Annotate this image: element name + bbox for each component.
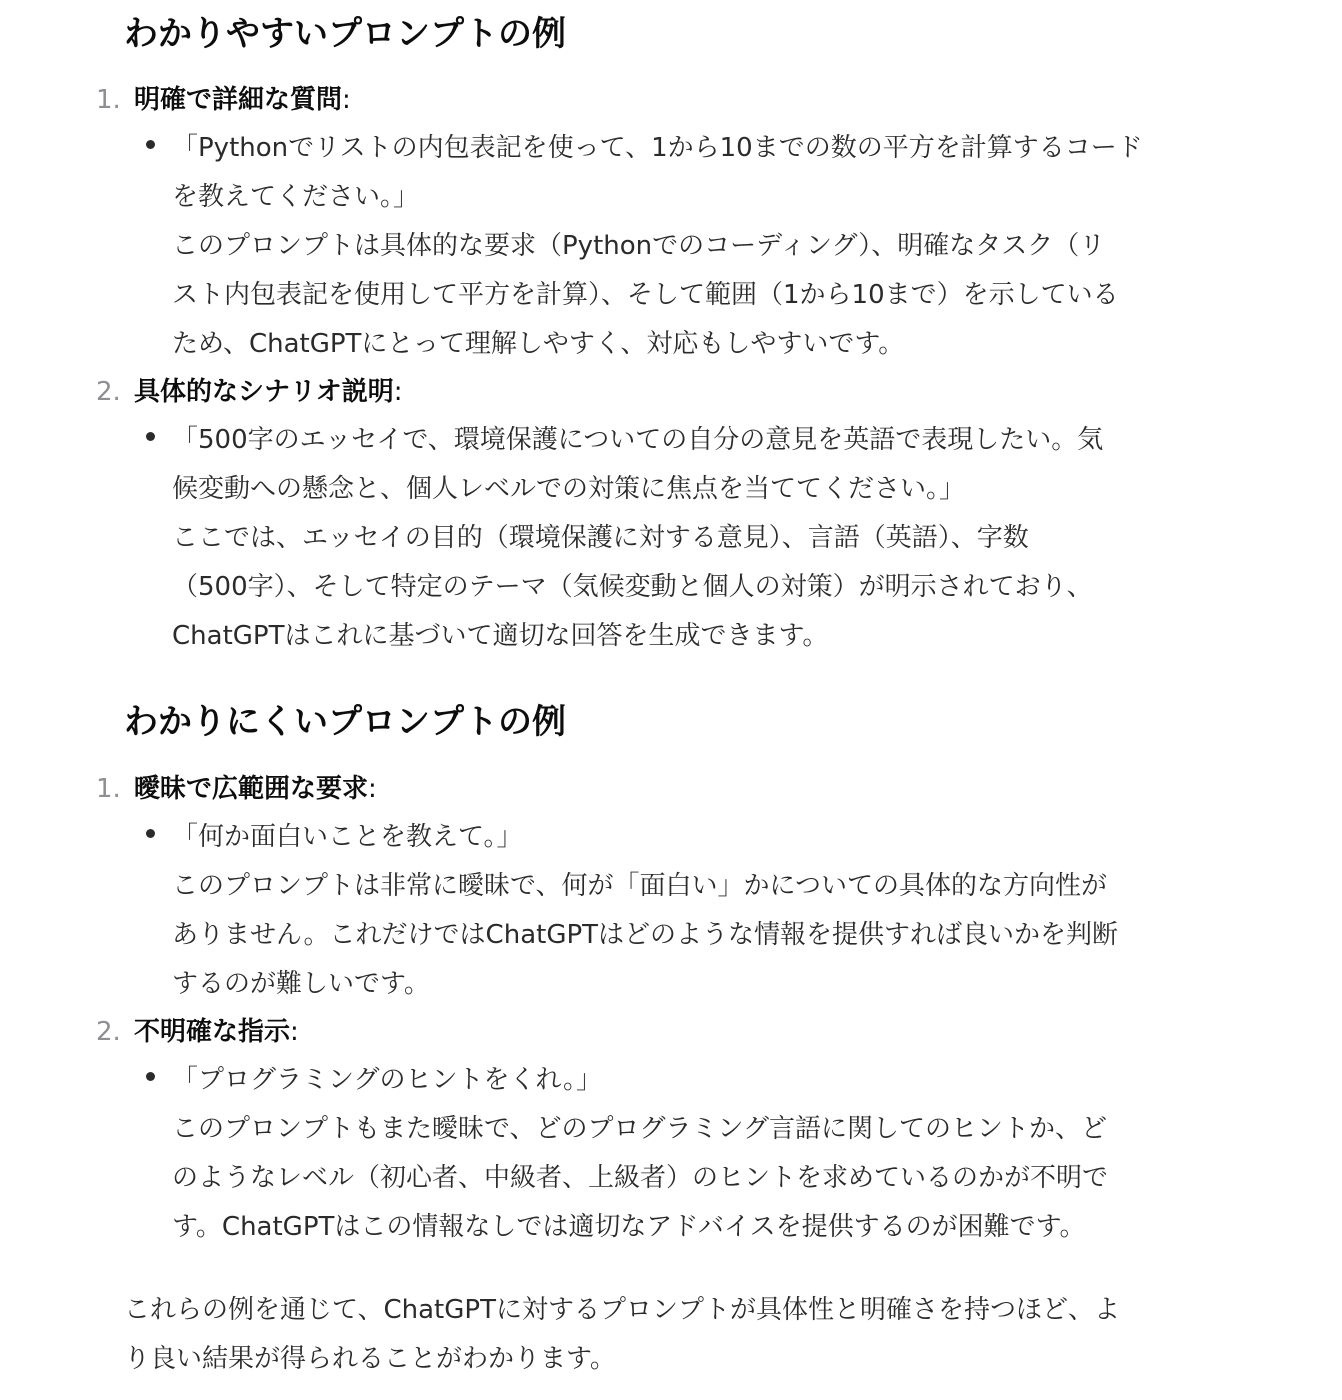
list-item-title-text: 明確で詳細な質問	[134, 85, 343, 115]
list-item-title-text: 不明確な指示	[134, 1017, 291, 1047]
list-number: 2.	[96, 1017, 121, 1047]
example-text	[172, 813, 1192, 1009]
example-text	[172, 416, 1192, 661]
bullet-dot	[146, 1072, 155, 1081]
explanation-line: （500字）、そして特定のテーマ（気候変動と個人の対策）が明示されており、	[172, 572, 1093, 602]
bullet-dot	[146, 432, 155, 441]
explanation-line: す。ChatGPTはこの情報なしでは適切なアドバイスを提供するのが困難です。	[172, 1212, 1086, 1242]
explanation-line: このプロンプトは具体的な要求（Pythonでのコーディング）、明確なタスク（リ	[172, 231, 1106, 261]
list-item-title-colon: :	[393, 377, 403, 407]
list-item-title	[134, 374, 403, 410]
quote-line: 「Pythonでリストの内包表記を使って、1から10までの数の平方を計算するコード	[172, 133, 1143, 163]
conclusion-paragraph	[124, 1286, 1204, 1384]
quote-line: 候変動への懸念と、個人レベルでの対策に焦点を当ててください。」	[172, 474, 966, 504]
example-text	[172, 1056, 1192, 1252]
explanation-line: スト内包表記を使用して平方を計算）、そして範囲（1から10まで）を示している	[172, 280, 1119, 310]
explanation-line: ため、ChatGPTにとって理解しやすく、対応もしやすいです。	[172, 329, 905, 359]
conclusion-line: これらの例を通じて、ChatGPTに対するプロンプトが具体性と明確さを持つほど、よ	[124, 1295, 1120, 1325]
list-item-title-text: 曖昧で広範囲な要求	[134, 774, 369, 804]
section-heading-unclear-examples: わかりにくいプロンプトの例	[124, 702, 566, 742]
list-item-title	[134, 1014, 299, 1050]
explanation-line: このプロンプトは非常に曖昧で、何が「面白い」かについての具体的な方向性が	[172, 871, 1107, 901]
list-number: 1.	[96, 774, 121, 804]
list-number: 1.	[96, 85, 121, 115]
quote-line: 「500字のエッセイで、環境保護についての自分の意見を英語で表現したい。気	[172, 425, 1104, 455]
explanation-line: ChatGPTはこれに基づいて適切な回答を生成できます。	[172, 621, 829, 651]
explanation-line: するのが難しいです。	[172, 969, 430, 999]
list-item-title-colon: :	[368, 774, 377, 804]
list-item-title-colon: :	[290, 1017, 299, 1047]
section-heading-clear-examples: わかりやすいプロンプトの例	[124, 14, 566, 54]
quote-line: を教えてください。」	[172, 182, 420, 212]
conclusion-line: り良い結果が得られることがわかります。	[124, 1344, 616, 1374]
list-number: 2.	[96, 377, 121, 407]
explanation-line: ここでは、エッセイの目的（環境保護に対する意見）、言語（英語）、字数	[172, 523, 1029, 553]
explanation-line: このプロンプトもまた曖昧で、どのプログラミング言語に関してのヒントか、ど	[172, 1114, 1107, 1144]
bullet-dot	[146, 829, 155, 838]
quote-line: 「何か面白いことを教えて。」	[172, 822, 523, 852]
example-text	[172, 124, 1192, 369]
quote-line: 「プログラミングのヒントをくれ。」	[172, 1065, 603, 1095]
list-item-title	[134, 82, 351, 118]
list-item-title-text: 具体的なシナリオ説明	[134, 377, 394, 407]
bullet-dot	[146, 140, 155, 149]
list-item-title	[134, 771, 377, 807]
list-item-title-colon: :	[342, 85, 351, 115]
explanation-line: ありません。これだけではChatGPTはどのような情報を提供すれば良いかを判断	[172, 920, 1119, 950]
explanation-line: のようなレベル（初心者、中級者、上級者）のヒントを求めているのかが不明で	[172, 1163, 1109, 1193]
